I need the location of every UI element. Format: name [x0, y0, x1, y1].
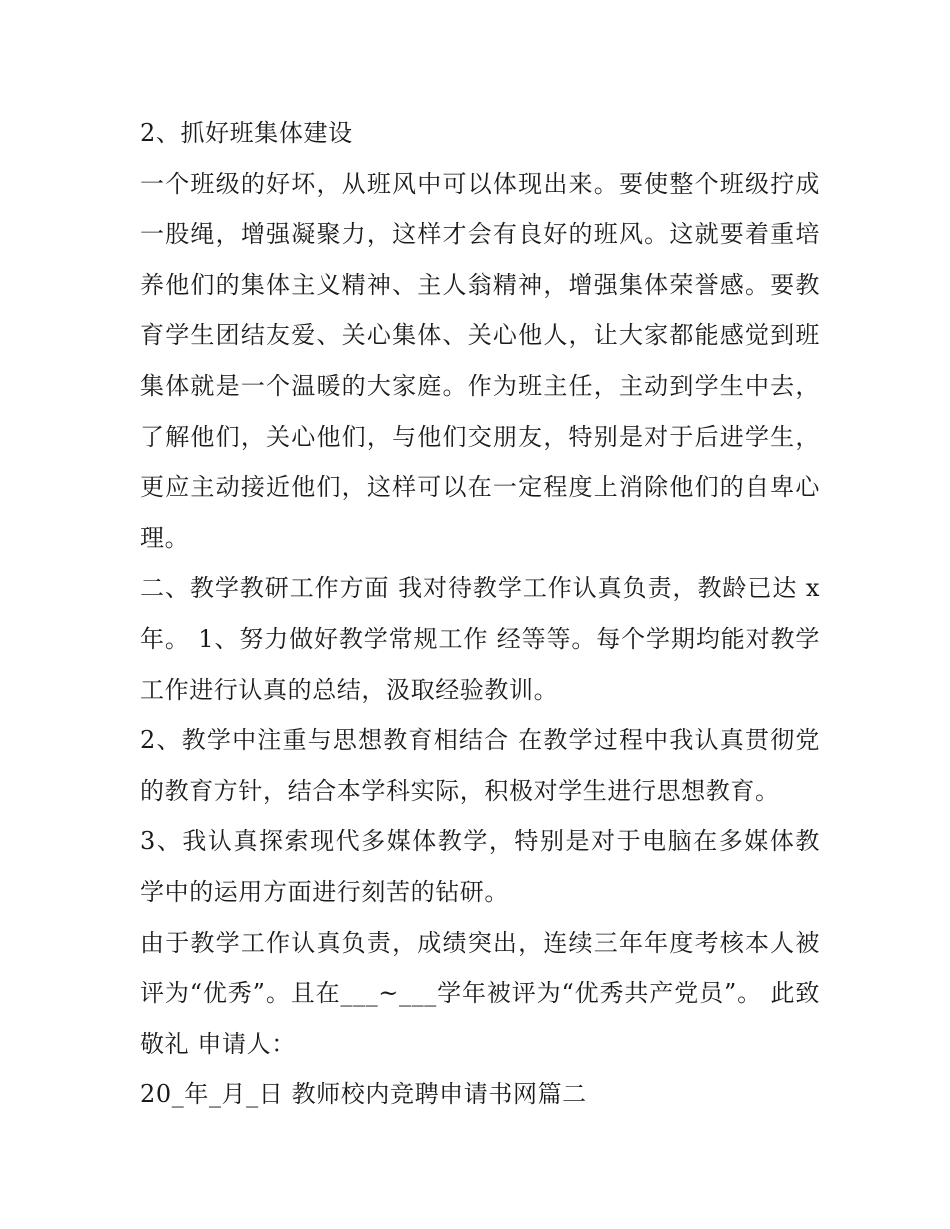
paragraph-honors-closing: 由于教学工作认真负责，成绩突出，连续三年年度考核本人被评为“优秀”。且在___~___学年被评为“优秀共产党员”。 此致敬礼 申请人：: [140, 928, 820, 1058]
paragraph-ideological-education: 2、教学中注重与思想教育相结合 在教学过程中我认真贯彻党的教育方针，结合本学科实际，积极对学生进行思想教育。: [140, 726, 820, 805]
paragraph-class-spirit: 一个班级的好坏，从班风中可以体现出来。要使整个班级拧成一股绳，增强凝聚力，这样才会有良好的班风。这就要着重培养他们的集体主义精神、主人翁精神，增强集体荣誉感。要教育学生团结友爱、关心集体、关心他人，让大家都能感觉到班集体就是一个温暖的大家庭。作为班主任，主动到学生中去，了解他们，关心他们，与他们交朋友，特别是对于后进学生，更应主动接近他们，这样可以在一定程度上消除他们的自卑心理。: [140, 169, 820, 552]
section-heading-class-building: 2、抓好班集体建设: [140, 119, 353, 147]
paragraph-teaching-research: 二、教学教研工作方面 我对待教学工作认真负责，教龄已达 x 年。 1、努力做好教学常规工作 经等等。每个学期均能对教学工作进行认真的总结，汲取经验教训。: [140, 574, 820, 704]
document-page: [140, 108, 820, 1120]
date-line: 20_年_月_日 教师校内竞聘申请书网篇二: [140, 1080, 587, 1109]
paragraph-multimedia-teaching: 3、我认真探索现代多媒体教学，特别是对于电脑在多媒体教学中的运用方面进行刻苦的钻研。: [140, 827, 820, 906]
